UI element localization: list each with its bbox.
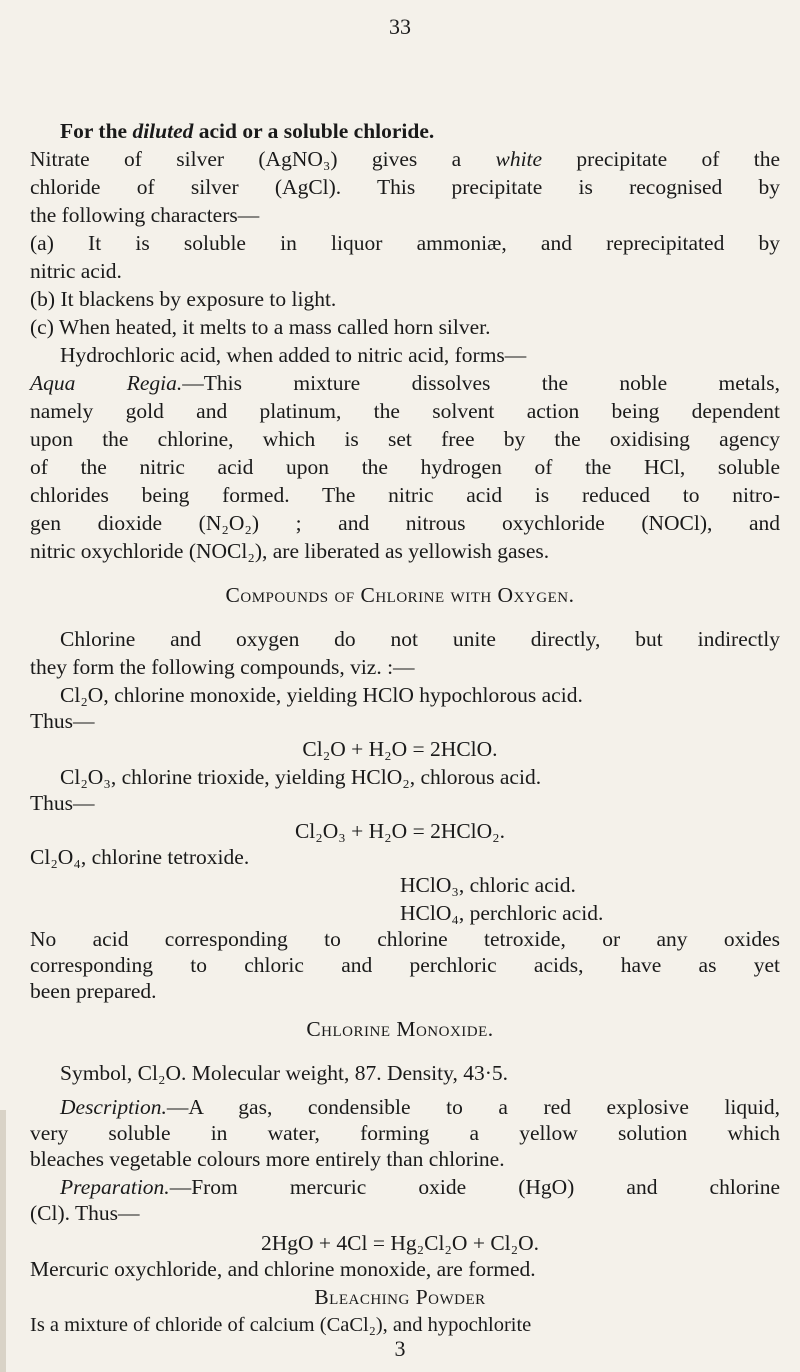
- text-line: (b) It blackens by exposure to light.: [30, 287, 337, 311]
- text-line: No acid corresponding to chlorine tetroxide, or any oxides: [30, 927, 780, 951]
- text-line: upon the chlorine, which is set free by the oxidising agency: [30, 427, 780, 451]
- text-line: Cl₂O, chlorine monoxide, yielding HClO hypochlorous acid.: [60, 683, 583, 707]
- text-line: namely gold and platinum, the solvent action being dependent: [30, 399, 780, 423]
- text-line: Thus—: [30, 791, 95, 815]
- page-number: 33: [389, 14, 411, 39]
- text-line: Preparation.—From mercuric oxide (HgO) and chlorine: [60, 1175, 780, 1199]
- text-line: Aqua Regia.—This mixture dissolves the noble metals,: [30, 371, 780, 395]
- text-line: Cl₂O₄, chlorine tetroxide.: [30, 845, 250, 869]
- text-line: Symbol, Cl₂O. Molecular weight, 87. Density, 43·5.: [60, 1061, 509, 1085]
- equation: Cl₂O + H₂O = 2HClO.: [302, 737, 498, 761]
- text-line: nitric oxychloride (NOCl₂), are liberated as yellowish gases.: [30, 539, 550, 563]
- text-line: chlorides being formed. The nitric acid is reduced to nitro-: [30, 483, 780, 507]
- section-heading: Bleaching Powder: [314, 1285, 486, 1309]
- text-line: corresponding to chloric and perchloric acids, have as yet: [30, 953, 780, 977]
- text-line: HClO₃, chloric acid.: [400, 873, 576, 897]
- text-line: Thus—: [30, 709, 95, 733]
- text-line: Is a mixture of chloride of calcium (CaCl₂), and hypochlorite: [30, 1314, 532, 1336]
- text-line: (c) When heated, it melts to a mass called horn silver.: [30, 315, 491, 339]
- text-line: Cl₂O₃, chlorine trioxide, yielding HClO₂, chlorous acid.: [60, 765, 542, 789]
- text-line: Mercuric oxychloride, and chlorine monoxide, are formed.: [30, 1257, 536, 1281]
- text-line: gen dioxide (N₂O₂) ; and nitrous oxychloride (NOCl), and: [30, 511, 780, 535]
- text-line: chloride of silver (AgCl). This precipitate is recognised by: [30, 175, 780, 199]
- equation: Cl₂O₃ + H₂O = 2HClO₂.: [294, 819, 506, 843]
- text-line: (a) It is soluble in liquor ammoniæ, and reprecipitated by: [30, 231, 780, 255]
- text-line: Nitrate of silver (AgNO₃) gives a white precipitate of the: [30, 147, 780, 171]
- signature-mark: 3: [394, 1336, 406, 1361]
- text-line: very soluble in water, forming a yellow solution which: [30, 1121, 780, 1145]
- text-line: the following characters—: [30, 203, 260, 227]
- text-line: Description.—A gas, condensible to a red explosive liquid,: [60, 1095, 780, 1119]
- text-line: For the diluted acid or a soluble chloride.: [60, 119, 435, 143]
- section-heading: Compounds of Chlorine with Oxygen.: [225, 583, 575, 607]
- text-line: of the nitric acid upon the hydrogen of the HCl, soluble: [30, 455, 780, 479]
- text-line: bleaches vegetable colours more entirely than chlorine.: [30, 1147, 505, 1171]
- text-line: Hydrochloric acid, when added to nitric acid, forms—: [60, 343, 527, 367]
- text-line: nitric acid.: [30, 259, 122, 283]
- text-line: they form the following compounds, viz. :—: [30, 655, 415, 679]
- page-edge-shadow: [0, 1110, 6, 1372]
- section-heading: Chlorine Monoxide.: [306, 1017, 494, 1041]
- equation: 2HgO + 4Cl = Hg₂Cl₂O + Cl₂O.: [260, 1231, 540, 1255]
- text-line: (Cl). Thus—: [30, 1201, 140, 1225]
- text-line: been prepared.: [30, 979, 157, 1003]
- text-line: Chlorine and oxygen do not unite directly, but indirectly: [60, 627, 780, 651]
- text-line: HClO₄, perchloric acid.: [400, 901, 604, 925]
